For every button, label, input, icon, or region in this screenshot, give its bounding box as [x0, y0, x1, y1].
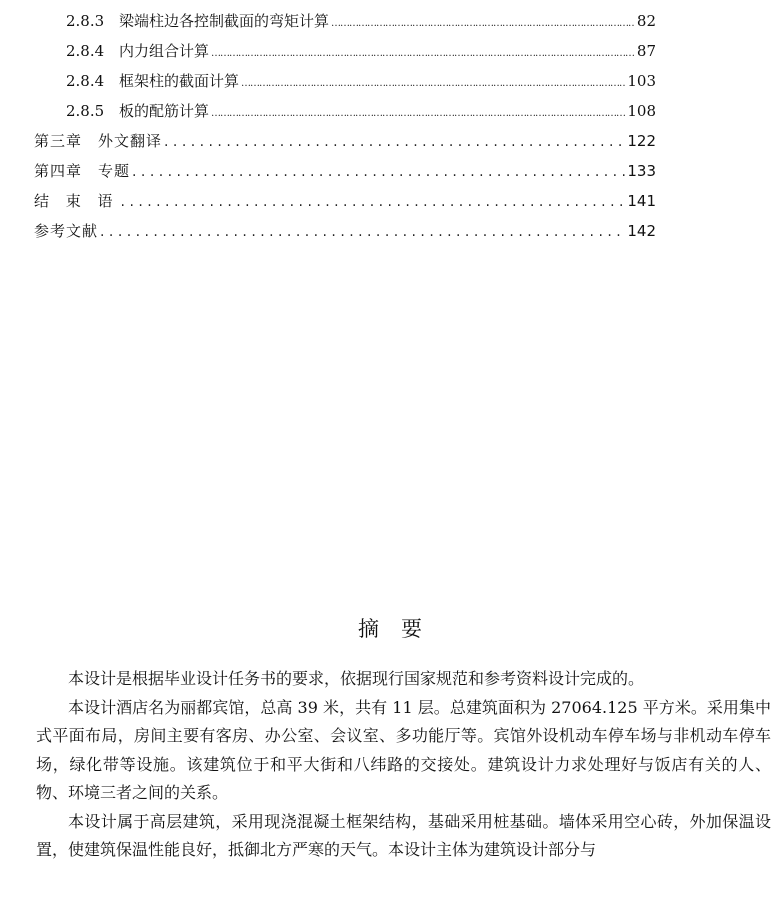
toc-page-number: 108 — [627, 102, 656, 120]
toc-entry — [66, 40, 656, 61]
abstract-paragraph: 本设计属于高层建筑，采用现浇混凝土框架结构，基础采用桩基础。墙体采用空心砖，外加保温设置，使建筑保温性能良好，抵御北方严寒的天气。本设计主体为建筑设计部分与 — [36, 812, 771, 860]
toc-chapter-entry — [34, 160, 656, 181]
toc-page-number: 142 — [627, 222, 656, 240]
toc-chapter-title: 参考文献 — [34, 222, 99, 240]
toc-chapter-entry — [34, 220, 656, 241]
toc-entry — [66, 70, 656, 91]
toc-leader-dots — [100, 222, 625, 240]
abstract-paragraph: 本设计是根据毕业设计任务书的要求，依据现行国家规范和参考资料设计完成的。 — [68, 669, 645, 688]
toc-page-number: 103 — [627, 72, 656, 90]
toc-page-number: 82 — [636, 12, 656, 30]
toc-section-number: 2.8.4 — [66, 42, 105, 60]
toc-leader-dots — [132, 162, 625, 180]
toc-leader-dots — [241, 72, 625, 90]
toc-leader-dots — [331, 12, 635, 30]
toc-page-number: 122 — [627, 132, 656, 150]
toc-chapter-entry — [34, 130, 656, 151]
toc-entry — [66, 100, 656, 121]
toc-page-number: 141 — [627, 192, 656, 210]
toc-chapter-entry — [34, 190, 656, 211]
toc-section-number: 2.8.3 — [66, 12, 105, 30]
toc-page-number: 87 — [636, 42, 656, 60]
toc-section-title: 板的配筋计算 — [119, 102, 210, 120]
toc-entry — [66, 10, 656, 31]
toc-section-title: 梁端柱边各控制截面的弯矩计算 — [119, 12, 330, 30]
toc-leader-dots — [211, 42, 635, 60]
toc-chapter-title: 第三章 外文翻译 — [34, 132, 163, 150]
toc-section-number: 2.8.5 — [66, 102, 105, 120]
toc-chapter-title: 第四章 专题 — [34, 162, 131, 180]
toc-section-number: 2.8.4 — [66, 72, 105, 90]
toc-leader-dots — [164, 132, 625, 150]
toc-leader-dots — [121, 192, 626, 210]
toc-section-title: 框架柱的截面计算 — [119, 72, 240, 90]
toc-section-title: 内力组合计算 — [119, 42, 210, 60]
toc-chapter-title: 结 束 语 — [34, 192, 119, 210]
abstract-paragraph: 本设计酒店名为丽都宾馆，总高 39 米，共有 11 层。总建筑面积为 27064.125 平方米。采用集中式平面布局，房间主要有客房、办公室、会议室、多功能厅等。宾馆外设机动车停车场与非机动车停车场，绿化带等设施。该建筑位于和平大街和八纬路的交接处。建筑设计力求处理好与饭店有关的人、物、环境三者之间的关系。 — [36, 698, 771, 803]
abstract-heading: 摘要 — [358, 617, 444, 641]
toc-page-number: 133 — [627, 162, 656, 180]
toc-leader-dots — [211, 102, 625, 120]
